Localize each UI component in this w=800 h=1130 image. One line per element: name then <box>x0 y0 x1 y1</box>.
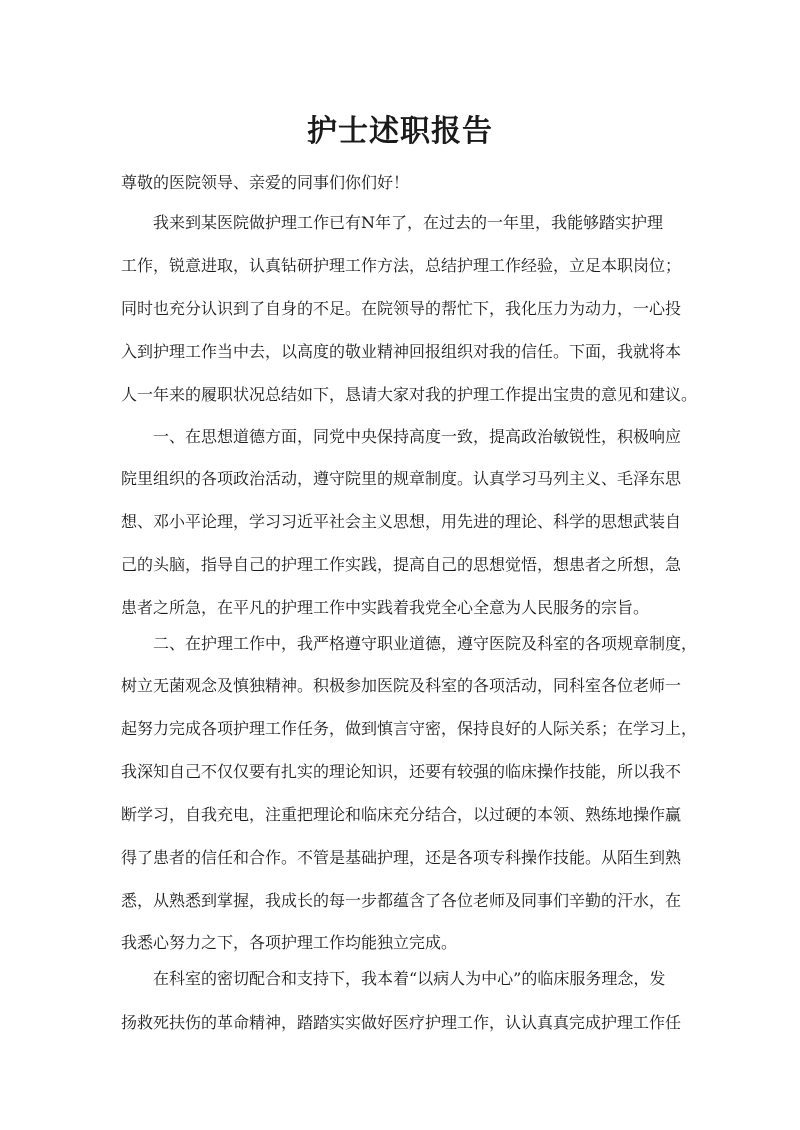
salutation: 尊敬的医院领导、亲爱的同事们你们好！ <box>121 173 410 192</box>
paragraph-3-line-3: 起努力完成各项护理工作任务，做到慎言守密，保持良好的人际关系；在学习上， <box>121 719 698 738</box>
paragraph-2-line-3: 想、邓小平论理，学习习近平社会主义思想，用先进的理论、科学的思想武装自 <box>121 512 682 531</box>
paragraph-4-line-1: 在科室的密切配合和支持下，我本着“以病人为中心”的临床服务理念，发 <box>153 969 666 988</box>
paragraph-1-line-4: 入到护理工作当中去，以高度的敬业精神回报组织对我的信任。下面，我就将本 <box>121 342 682 361</box>
paragraph-1-line-3: 同时也充分认识到了自身的不足。在院领导的帮忙下，我化压力为动力，一心投 <box>121 299 682 318</box>
paragraph-3-line-8: 我悉心努力之下，各项护理工作均能独立完成。 <box>121 933 458 952</box>
paragraph-3-line-7: 悉，从熟悉到掌握，我成长的每一步都蕴含了各位老师及同事们辛勤的汗水，在 <box>121 891 682 910</box>
paragraph-3-line-5: 断学习，自我充电，注重把理论和临床充分结合，以过硬的本领、熟练地操作赢 <box>121 805 682 824</box>
paragraph-3-line-6: 得了患者的信任和合作。不管是基础护理，还是各项专科操作技能。从陌生到熟 <box>121 848 682 867</box>
paragraph-3-line-2: 树立无菌观念及慎独精神。积极参加医院及科室的各项活动，同科室各位老师一 <box>121 676 682 695</box>
paragraph-2-line-5: 患者之所急，在平凡的护理工作中实践着我党全心全意为人民服务的宗旨。 <box>121 598 650 617</box>
paragraph-3-line-1: 二、在护理工作中，我严格遵守职业道德，遵守医院及科室的各项规章制度， <box>153 634 698 653</box>
paragraph-2-line-4: 己的头脑，指导自己的护理工作实践，提高自己的思想觉悟，想患者之所想，急 <box>121 555 682 574</box>
paragraph-1-line-2: 工作，锐意进取，认真钻研护理工作方法，总结护理工作经验，立足本职岗位； <box>121 256 682 275</box>
paragraph-2-line-2: 院里组织的各项政治活动，遵守院里的规章制度。认真学习马列主义、毛泽东思 <box>121 469 682 488</box>
paragraph-1-line-5: 人一年来的履职状况总结如下，恳请大家对我的护理工作提出宝贵的意见和建议。 <box>121 385 698 404</box>
paragraph-1-line-1: 我来到某医院做护理工作已有N年了，在过去的一年里，我能够踏实护理 <box>153 213 664 232</box>
paragraph-2-line-1: 一、在思想道德方面，同党中央保持高度一致，提高政治敏锐性，积极响应 <box>153 427 682 446</box>
paragraph-4-line-2: 扬救死扶伤的革命精神，踏踏实实做好医疗护理工作，认认真真完成护理工作任 <box>121 1013 682 1032</box>
paragraph-3-line-4: 我深知自己不仅仅要有扎实的理论知识，还要有较强的临床操作技能，所以我不 <box>121 762 682 781</box>
document-title: 护士述职报告 <box>307 114 493 149</box>
